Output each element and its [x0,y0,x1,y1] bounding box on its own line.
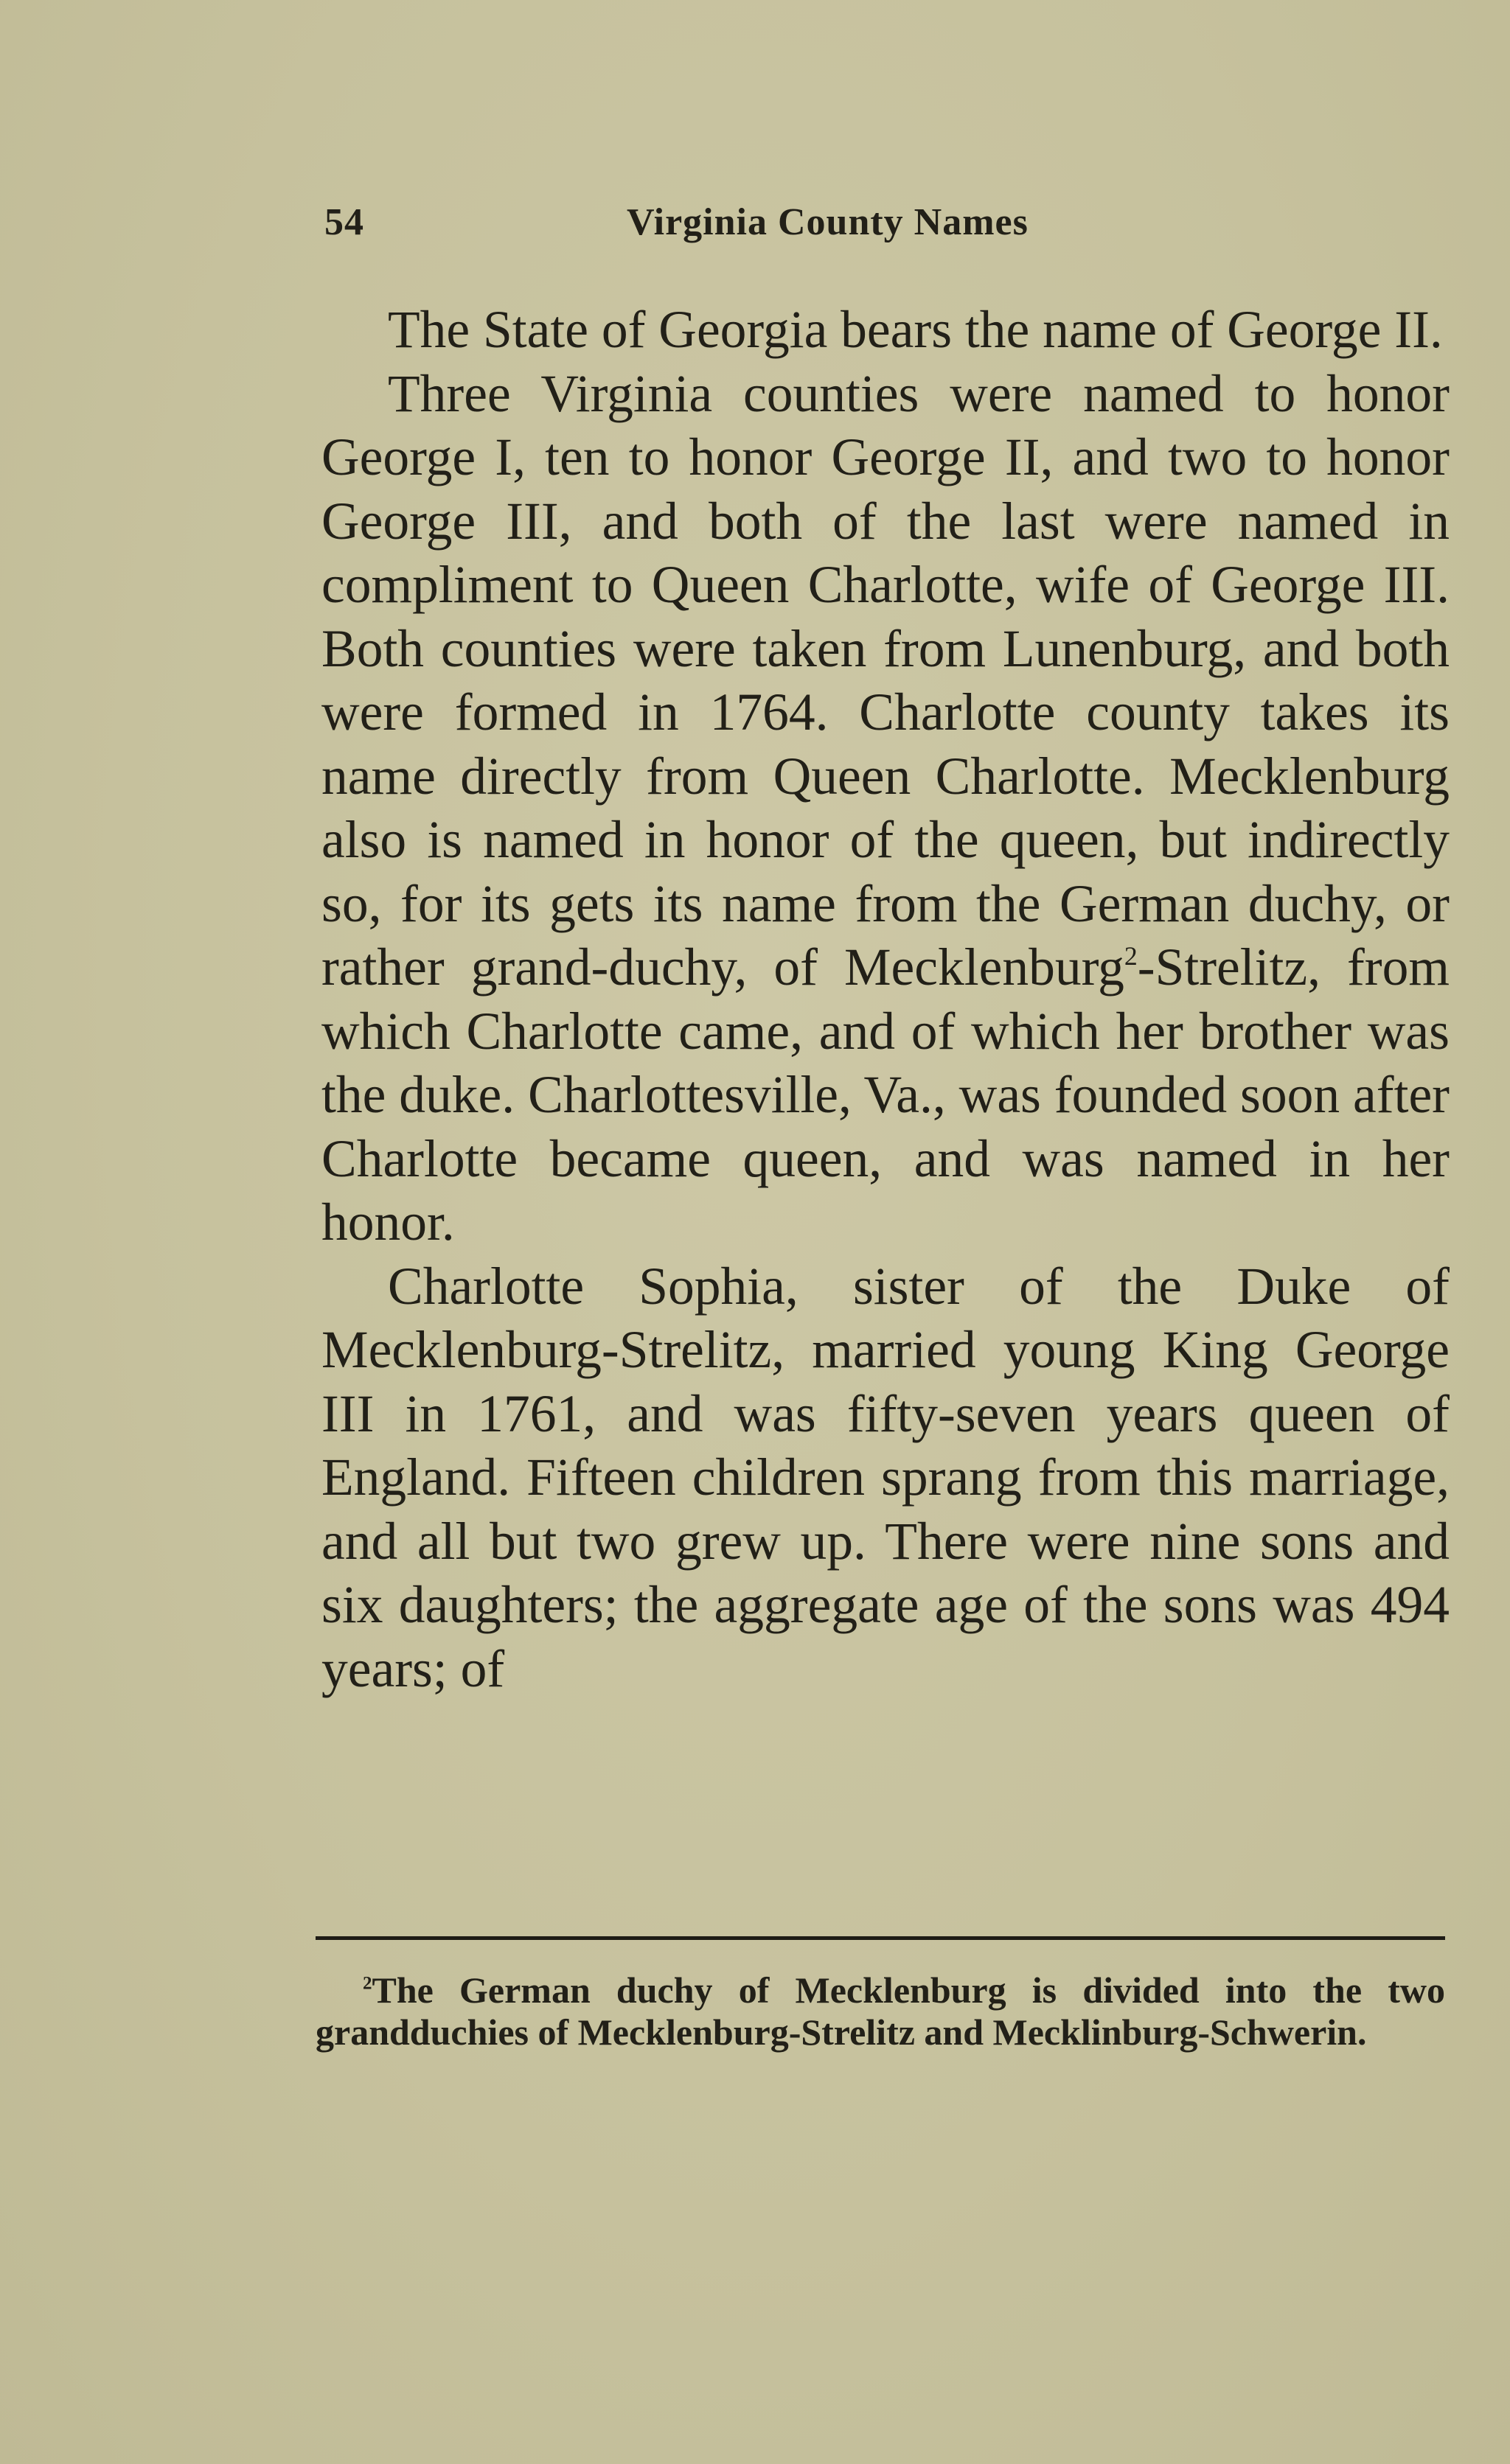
running-head [324,200,1445,252]
paragraph-counties [321,363,1450,1255]
paragraph-counties-text-2: -Strelitz, from which Charlotte came, and of which her brother was the duke. Charlottesville, Va., was founded soon after Charlotte became queen, and was named in her honor. [321,938,1450,1252]
paragraph-charlotte-sophia: Charlotte Sophia, sister of the Duke of Mecklenburg-Strelitz, married young King George III in 1761, and was fifty-seven years queen of England. Fifteen children sprang from this marriage, and all but two grew up. There were nine sons and six daughters; the aggregate age of the sons was 494 years; of [321,1257,1450,1698]
body-text [321,299,1450,1701]
footnote-paragraph [316,1969,1445,2053]
running-title: Virginia County Names [627,201,1029,243]
footnote [316,1969,1445,2053]
footnote-text: The German duchy of Mecklenburg is divided into the two grandduchies of Mecklenburg-Strelitz and Mecklinburg-Schwerin. [316,1969,1445,2053]
footnote-divider [316,1936,1445,1940]
footnote-marker: 2 [363,1973,372,1994]
paragraph-counties-text-1: Three Virginia counties were named to honor George I, ten to honor George II, and two to honor George III, and both of the last were named in compliment to Queen Charlotte, wife of George III. Both counties were taken from Lunenburg, and both were formed in 1764. Charlotte county takes its name directly from Queen Charlotte. Mecklenburg also is named in honor of the queen, but indirectly so, for its gets its name from the German duchy, or rather grand-duchy, of Mecklenburg [321,364,1450,997]
paragraph-georgia: The State of Georgia bears the name of George II. [388,301,1443,359]
footnote-reference: 2 [1124,941,1138,971]
page-number: 54 [324,201,364,243]
